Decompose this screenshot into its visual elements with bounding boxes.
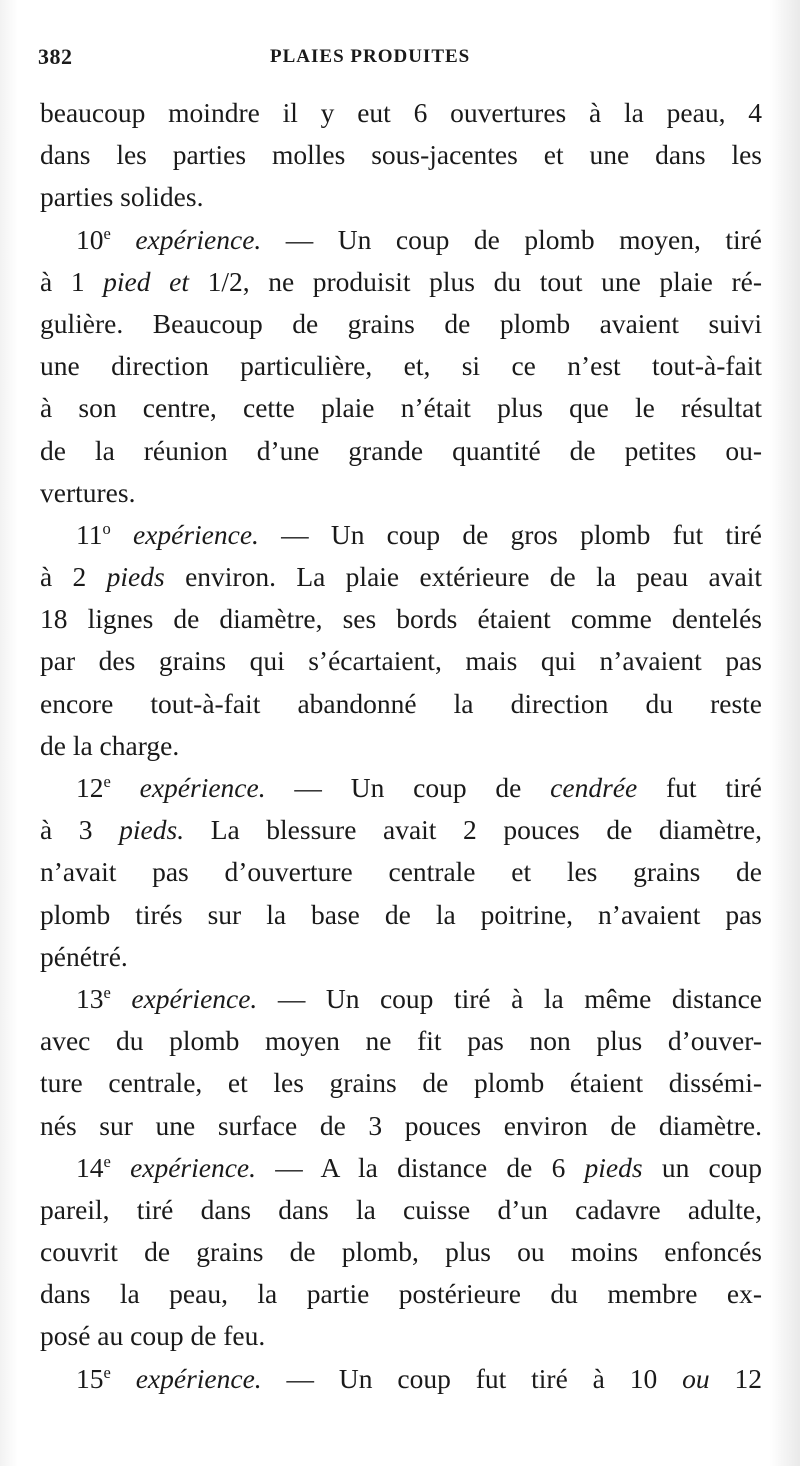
text-line xyxy=(40,261,762,303)
text-line xyxy=(40,809,762,851)
italic-text: expérience. xyxy=(135,1362,262,1394)
text-segment: 18 lignes de diamètre, ses bords étaient comme dentelés xyxy=(40,603,762,635)
superscript-text: e xyxy=(103,1362,111,1382)
text-line xyxy=(40,219,762,261)
text-line xyxy=(40,1358,762,1400)
text-line xyxy=(40,1105,762,1147)
text-segment: nés sur une surface de 3 pouces environ de diamètre. xyxy=(40,1109,762,1141)
text-segment: avec du plomb moyen ne fit pas non plus d’ouver- xyxy=(40,1025,762,1057)
text-line xyxy=(40,1147,762,1189)
text-segment xyxy=(111,1152,130,1183)
text-line xyxy=(40,936,762,978)
text-segment: à 2 xyxy=(40,561,107,593)
text-line xyxy=(40,514,762,556)
text-segment: 11 xyxy=(76,518,103,550)
text-line xyxy=(40,92,762,134)
italic-text: pieds xyxy=(584,1151,643,1183)
text-segment: vertures. xyxy=(40,476,136,508)
italic-text: expérience. xyxy=(132,518,259,550)
body-text xyxy=(40,92,762,1400)
text-line xyxy=(40,303,762,345)
italic-text: pied et xyxy=(103,265,189,297)
text-line xyxy=(40,598,762,640)
text-line xyxy=(40,1020,762,1062)
text-line xyxy=(40,767,762,809)
text-line xyxy=(40,176,762,218)
text-segment: 15 xyxy=(76,1362,104,1394)
text-line xyxy=(40,1189,762,1231)
text-segment: dans la peau, la partie postérieure du membre ex- xyxy=(40,1278,762,1310)
text-segment: pareil, tiré dans dans la cuisse d’un cadavre adulte, xyxy=(40,1193,762,1225)
text-segment: — Un coup de xyxy=(265,772,551,803)
text-segment: environ. La plaie extérieure de la peau avait xyxy=(164,561,762,593)
text-segment: couvrit de grains de plomb, plus ou moins enfoncés xyxy=(40,1236,762,1268)
text-segment: 14 xyxy=(76,1151,104,1183)
text-segment: 10 xyxy=(76,223,104,255)
text-segment: un coup xyxy=(642,1151,762,1183)
text-line xyxy=(40,556,762,598)
text-segment: à 3 xyxy=(40,814,120,846)
text-segment xyxy=(111,772,140,803)
text-line xyxy=(40,978,762,1020)
italic-text: ou xyxy=(682,1362,710,1394)
text-segment: fut tiré xyxy=(637,772,762,803)
text-segment: beaucoup moindre il y eut 6 ouvertures à la peau, 4 xyxy=(40,97,762,128)
text-line xyxy=(40,725,762,767)
superscript-text: e xyxy=(103,771,111,791)
text-segment: 12 xyxy=(709,1362,762,1394)
text-line xyxy=(40,1273,762,1315)
text-segment: — Un coup de plomb moyen, tiré xyxy=(261,223,762,255)
text-segment: — A la distance de 6 xyxy=(256,1151,585,1183)
text-segment xyxy=(111,224,136,255)
text-segment: 1/2, ne produisit plus du tout une plaie ré- xyxy=(188,265,762,297)
text-segment: de la charge. xyxy=(40,729,180,761)
text-segment: encore tout-à-fait abandonné la direction du reste xyxy=(40,687,762,719)
text-segment: parties solides. xyxy=(40,181,204,213)
text-line xyxy=(40,345,762,387)
text-line xyxy=(40,1062,762,1104)
italic-text: expérience. xyxy=(130,1151,257,1183)
page-header xyxy=(38,44,778,80)
italic-text: pieds. xyxy=(119,814,185,846)
text-segment: pénétré. xyxy=(40,940,128,972)
superscript-text: e xyxy=(103,982,111,1002)
italic-text: cendrée xyxy=(550,772,638,803)
text-line xyxy=(40,1231,762,1273)
text-segment: dans les parties molles sous-jacentes et une dans les xyxy=(40,139,762,171)
text-segment: de la réunion d’une grande quantité de petites ou- xyxy=(40,434,762,466)
text-line xyxy=(40,894,762,936)
text-segment: — Un coup fut tiré à 10 xyxy=(261,1362,683,1394)
text-segment: 12 xyxy=(76,772,104,803)
text-line xyxy=(40,387,762,429)
text-segment: — Un coup de gros plomb fut tiré xyxy=(258,518,762,550)
page-number: 382 xyxy=(38,44,73,69)
text-segment: posé au coup de feu. xyxy=(40,1320,266,1352)
italic-text: expérience. xyxy=(131,982,258,1014)
italic-text: expérience. xyxy=(135,223,262,255)
text-segment xyxy=(111,1363,136,1394)
text-segment: à 1 xyxy=(40,265,104,297)
text-line xyxy=(40,430,762,472)
text-segment: plomb tirés sur la base de la poitrine, n’avaient pas xyxy=(40,898,762,930)
text-segment: n’avait pas d’ouverture centrale et les grains de xyxy=(40,856,762,888)
text-segment: — Un coup tiré à la même distance xyxy=(257,982,762,1014)
running-title: PLAIES PRODUITES xyxy=(270,46,471,67)
text-segment: par des grains qui s’écartaient, mais qui n’avaient pas xyxy=(40,645,762,677)
superscript-text: e xyxy=(103,223,111,243)
text-line xyxy=(40,1315,762,1357)
text-segment: une direction particulière, et, si ce n’est tout-à-fait xyxy=(40,350,762,382)
text-segment: 13 xyxy=(76,982,104,1014)
text-segment: La blessure avait 2 pouces de diamètre, xyxy=(184,814,762,846)
text-line xyxy=(40,134,762,176)
text-line xyxy=(40,640,762,682)
text-line xyxy=(40,472,762,514)
text-segment xyxy=(111,983,132,1014)
text-segment: à son centre, cette plaie n’était plus que le résultat xyxy=(40,392,762,424)
italic-text: pieds xyxy=(106,561,165,593)
superscript-text: o xyxy=(102,518,111,538)
text-line xyxy=(40,851,762,893)
text-segment xyxy=(111,519,133,550)
italic-text: expérience. xyxy=(139,772,266,803)
text-segment: gulière. Beaucoup de grains de plomb avaient suivi xyxy=(40,307,762,339)
text-segment: ture centrale, et les grains de plomb étaient dissémi- xyxy=(40,1067,762,1099)
superscript-text: e xyxy=(103,1151,111,1171)
text-line xyxy=(40,683,762,725)
